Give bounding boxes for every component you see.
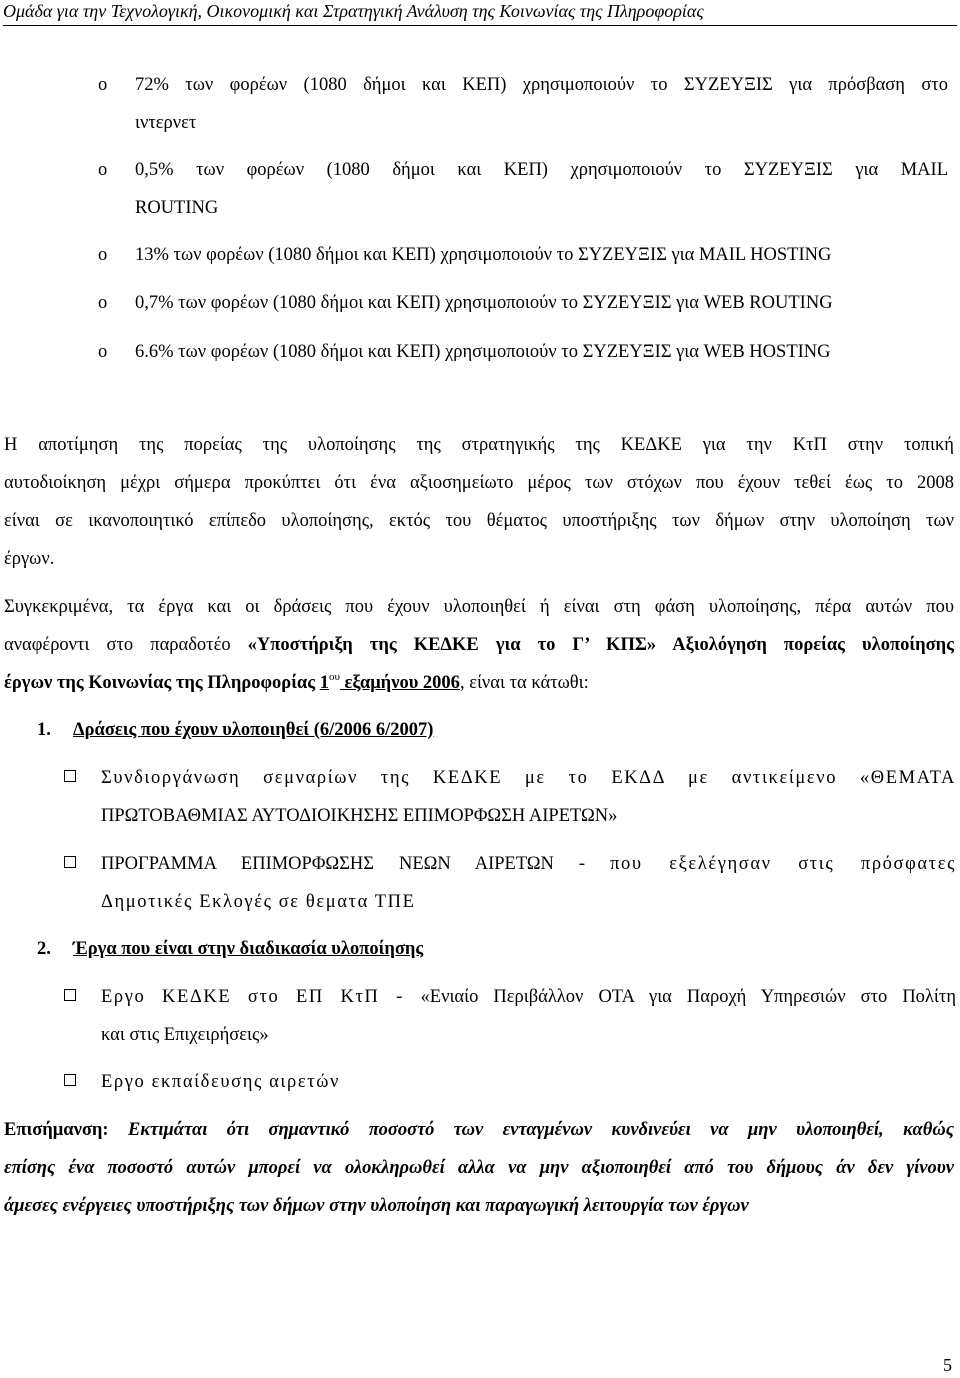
bullet-marker: o bbox=[98, 245, 108, 265]
stat-text: 6.6% των φορέων (1080 δήμοι και ΚΕΠ) χρησιμοποιούν το ΣΥΖΕΥΞΙΣ για WEB HOSTING bbox=[135, 342, 831, 362]
paragraph-line bbox=[4, 664, 954, 702]
checkbox-bullet-icon bbox=[64, 770, 76, 782]
specifics-tail: , είναι τα κάτωθι: bbox=[459, 673, 589, 693]
paragraph-line: έργων. bbox=[4, 549, 55, 569]
section-number: 1. bbox=[37, 720, 51, 740]
section-title: Έργα που είναι στην διαδικασία υλοποίησης bbox=[73, 939, 424, 959]
bullet-marker: o bbox=[98, 75, 108, 95]
header-divider bbox=[3, 25, 957, 26]
paragraph-line: είναι σε ικανοποιητικό επίπεδο υλοποίησης, εκτός του θέματος υποστήριξης των δήμων στην υλοποίηση των bbox=[4, 511, 954, 531]
note-line: άμεσες ενέργειες υποστήριξης των δήμων στην υλοποίηση και παραγωγική λειτουργία των έργων bbox=[4, 1196, 749, 1216]
specifics-paragraph bbox=[4, 588, 954, 702]
note-line: Επισήμανση: Εκτιμάται ότι σημαντικό ποσοστό των ενταγμένων κυνδινεύει να μην υλοποιηθεί, καθώς bbox=[4, 1120, 954, 1140]
item-text: Συνδιοργάνωση σεμναρίων της ΚΕΔΚΕ με το ΕΚΔΔ με αντικείμενο «ΘΕΜΑΤΑ ΠΡΩΤΟΒΑΘΜΙΑΣ ΑΥΤΟΔΙΟΙΚΗΣΗΣ ΕΠΙΜΟΡΦΩΣΗ ΑΙΡΕΤΩΝ» bbox=[101, 759, 956, 835]
ordinal-suffix: ου bbox=[328, 671, 340, 683]
item-text-continued: Δημοτικές Εκλογές σε θεματα ΤΠΕ bbox=[101, 892, 416, 912]
paragraph-line: Συγκεκριμένα, τα έργα και οι δράσεις που έχουν υλοποιηθεί ή είναι στη φάση υλοποίησης, πέρα αυτών που bbox=[4, 597, 954, 617]
note-line: επίσης ένα ποσοστό αυτών μπορεί να ολοκληρωθεί αλλα να μην αξιοποιηθεί από του δήμους άν δεν γίνουν bbox=[4, 1158, 954, 1178]
page-number: 5 bbox=[943, 1355, 952, 1375]
section-title: Δράσεις που έχουν υλοποιηθεί (6/2006 6/2007) bbox=[73, 720, 434, 740]
item-text: ΠΡΟΓΡΑΜΜΑ ΕΠΙΜΟΡΦΩΣΗΣ ΝΕΩΝ ΑΙΡΕΤΩΝ - που εξελέγησαν στις πρόσφατες Δημοτικές Εκλογές σε θεματα ΤΠΕ bbox=[101, 845, 956, 921]
specifics-text: αναφέροντι στο παραδοτέο bbox=[4, 635, 248, 655]
item-text: Εργο ΚΕΔΚΕ στο ΕΠ ΚτΠ - «Ενιαίο Περιβάλλον ΟΤΑ για Παροχή Υπηρεσιών στο Πολίτη και στις Επιχειρήσεις» bbox=[101, 978, 956, 1054]
item-text-continued: και στις Επιχειρήσεις» bbox=[101, 1025, 269, 1045]
checkbox-bullet-icon bbox=[64, 856, 76, 868]
deliverable-title: «Υποστήριξη της ΚΕΔΚΕ για το Γ’ ΚΠΣ» Αξιολόγηση πορείας υλοποίησης bbox=[247, 635, 954, 655]
bullet-marker: o bbox=[98, 342, 108, 362]
checkbox-bullet-icon bbox=[64, 989, 76, 1001]
note-paragraph bbox=[4, 1111, 954, 1225]
stat-text: 72% των φορέων (1080 δήμοι και ΚΕΠ) χρησιμοποιούν το ΣΥΖΕΥΞΙΣ για πρόσβαση στο bbox=[135, 75, 948, 95]
section-1-heading bbox=[37, 711, 433, 749]
paragraph-line bbox=[4, 626, 954, 664]
note-label: Επισήμανση: bbox=[4, 1120, 109, 1140]
semester-number: 1 bbox=[319, 673, 329, 693]
stat-text-continued: ιντερνετ bbox=[135, 113, 197, 133]
item-text-continued: ΠΡΩΤΟΒΑΘΜΙΑΣ ΑΥΤΟΔΙΟΙΚΗΣΗΣ ΕΠΙΜΟΡΦΩΣΗ ΑΙΡΕΤΩΝ» bbox=[101, 806, 618, 826]
section-2-heading bbox=[37, 930, 423, 968]
bullet-marker: o bbox=[98, 293, 108, 313]
semester-label: εξαμήνου 2006 bbox=[339, 673, 460, 693]
page-header-title: Ομάδα για την Τεχνολογική, Οικονομική και Στρατηγική Ανάλυση της Κοινωνίας της Πληροφορίας bbox=[3, 1, 704, 21]
bullet-marker: o bbox=[98, 160, 108, 180]
assessment-paragraph bbox=[4, 426, 954, 578]
deliverable-title-continued: έργων της Κοινωνίας της Πληροφορίας bbox=[4, 673, 320, 693]
paragraph-line: αυτοδιοίκηση μέχρι σήμερα προκύπτει ότι ένα αξιοσημείωτο μέρος των στόχων που έχουν τεθεί έως το 2008 bbox=[4, 473, 954, 493]
stat-text-continued: ROUTING bbox=[135, 198, 219, 218]
checkbox-bullet-icon bbox=[64, 1074, 76, 1086]
stat-text: 0,5% των φορέων (1080 δήμοι και ΚΕΠ) χρησιμοποιούν το ΣΥΖΕΥΞΙΣ για MAIL bbox=[135, 160, 948, 180]
stat-text: 13% των φορέων (1080 δήμοι και ΚΕΠ) χρησιμοποιούν το ΣΥΖΕΥΞΙΣ για MAIL HOSTING bbox=[135, 245, 832, 265]
item-text: Εργο εκπαίδευσης αιρετών bbox=[101, 1072, 340, 1092]
section-number: 2. bbox=[37, 939, 51, 959]
stat-text: 0,7% των φορέων (1080 δήμοι και ΚΕΠ) χρησιμοποιούν το ΣΥΖΕΥΞΙΣ για WEB ROUTING bbox=[135, 293, 833, 313]
paragraph-line: Η αποτίμηση της πορείας της υλοποίησης της στρατηγικής της ΚΕΔΚΕ για την ΚτΠ στην τοπική bbox=[4, 435, 954, 455]
